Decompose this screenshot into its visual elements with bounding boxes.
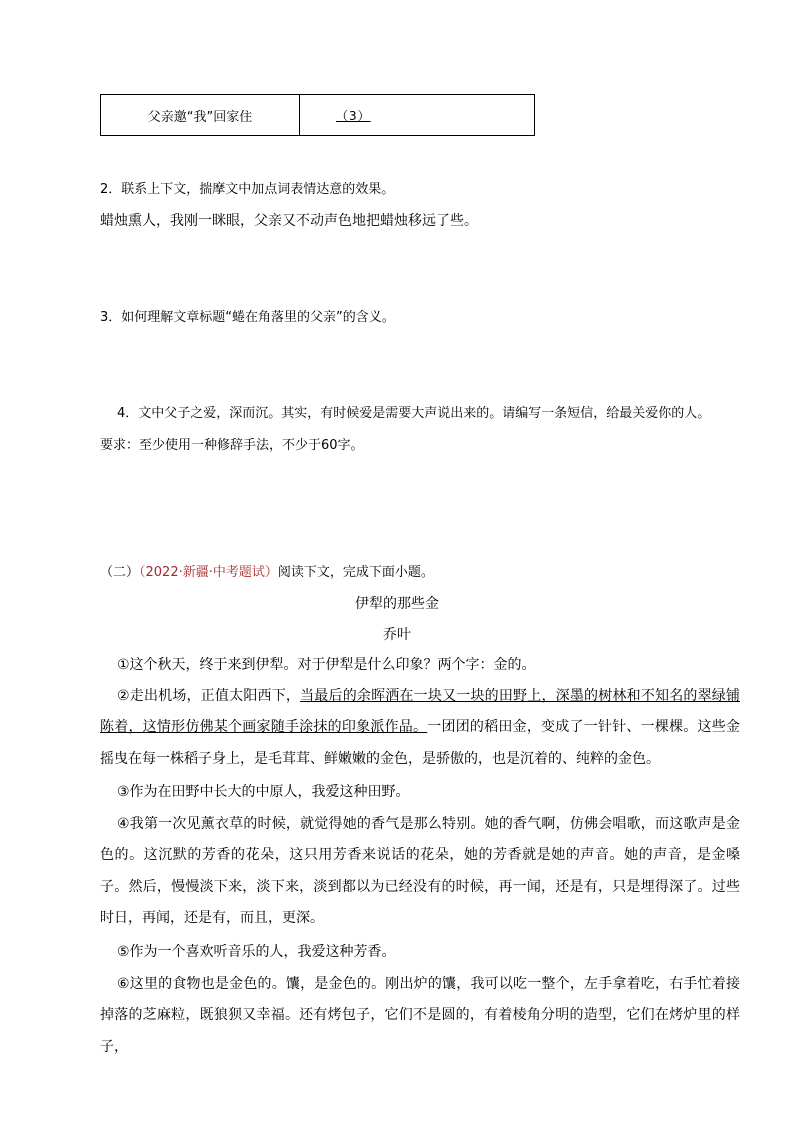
article-paragraph-3 bbox=[100, 777, 740, 808]
paragraph-3-text: ③作为在田野中长大的中原人，我爱这种田野。 bbox=[117, 784, 410, 800]
paragraph-5-text: ⑤作为一个喜欢听音乐的人，我爱这种芳香。 bbox=[117, 944, 396, 960]
question-3-prompt: 3．如何理解文章标题“蜷在角落里的父亲”的含义。 bbox=[100, 310, 395, 325]
answer-table bbox=[100, 94, 535, 136]
article-title: 伊犁的那些金 bbox=[355, 596, 439, 612]
table-cell-event bbox=[101, 95, 300, 135]
paragraph-6-text: ⑥这里的食物也是金色的。馕，是金色的。刚出炉的馕，我可以吃一整个，左手拿着吃，右手忙着接掉落的芝麻粒，既狼狈又幸福。还有烤包子，它们不是圆的，有着棱角分明的造型，它们在烤炉里的样子， bbox=[100, 976, 740, 1055]
table-cell-answer bbox=[300, 95, 534, 135]
question-2-sentence: 蜡烛熏人，我刚一眯眼，父亲又不动声色地把蜡烛移远了些。 bbox=[100, 213, 478, 229]
paragraph-2-rest: 一团团的稻田金，变成了一针针、一棵棵。这些金摇曳在每一株稻子身上，是毛茸茸、鲜嫩嫩的金色，是骄傲的，也是沉着的、纯粹的金色。 bbox=[100, 719, 741, 767]
article-paragraph-6 bbox=[100, 969, 740, 1063]
question-4-requirement: 要求：至少使用一种修辞手法，不少于60字。 bbox=[100, 438, 364, 453]
article-author: 乔叶 bbox=[383, 627, 411, 643]
section-2-source: （2022·新疆·中考题试） bbox=[139, 565, 278, 580]
section-2-instruction: 阅读下文，完成下面小题。 bbox=[277, 565, 434, 580]
answer-blank-3: （3） bbox=[336, 108, 371, 123]
section-2-prefix: （二） bbox=[100, 565, 140, 580]
section-2-header bbox=[100, 561, 434, 580]
table-cell-event-text: 父亲邀“我”回家住 bbox=[147, 109, 253, 125]
article-paragraph-1 bbox=[100, 650, 740, 681]
paragraph-2-underlined-sentence: 当最后的余晖洒在一块又一块的田野上，深墨的树林和不知名的翠绿铺陈着，这情形仿佛某个画家随手涂抹的印象派作品。 bbox=[100, 688, 740, 736]
article-paragraph-2 bbox=[100, 681, 740, 775]
paragraph-4-text: ④我第一次见薰衣草的时候，就觉得她的香气是那么特别。她的香气啊，仿佛会唱歌，而这歌声是金色的。这沉默的芳香的花朵，这只用芳香来说话的花朵，她的芳香就是她的声音。她的声音，是金嗓子。然后，慢慢淡下来，淡下来，淡到都以为已经没有的时候，再一闻，还是有，只是埋得深了。过些时日，再闻，还是有，而且，更深。 bbox=[100, 816, 740, 927]
paragraph-2-prefix: ②走出机场，正值太阳西下， bbox=[117, 688, 301, 704]
question-2-prompt: 2．联系上下文，揣摩文中加点词表情达意的效果。 bbox=[100, 182, 395, 197]
question-4-prompt: 4．文中父子之爱，深而沉。其实，有时候爱是需要大声说出来的。请编写一条短信，给最关爱你的人。 bbox=[117, 406, 711, 421]
paragraph-1-text: ①这个秋天，终于来到伊犁。对于伊犁是什么印象？两个字：金的。 bbox=[117, 657, 536, 673]
article-paragraph-4 bbox=[100, 809, 740, 935]
article-paragraph-5 bbox=[100, 937, 740, 968]
